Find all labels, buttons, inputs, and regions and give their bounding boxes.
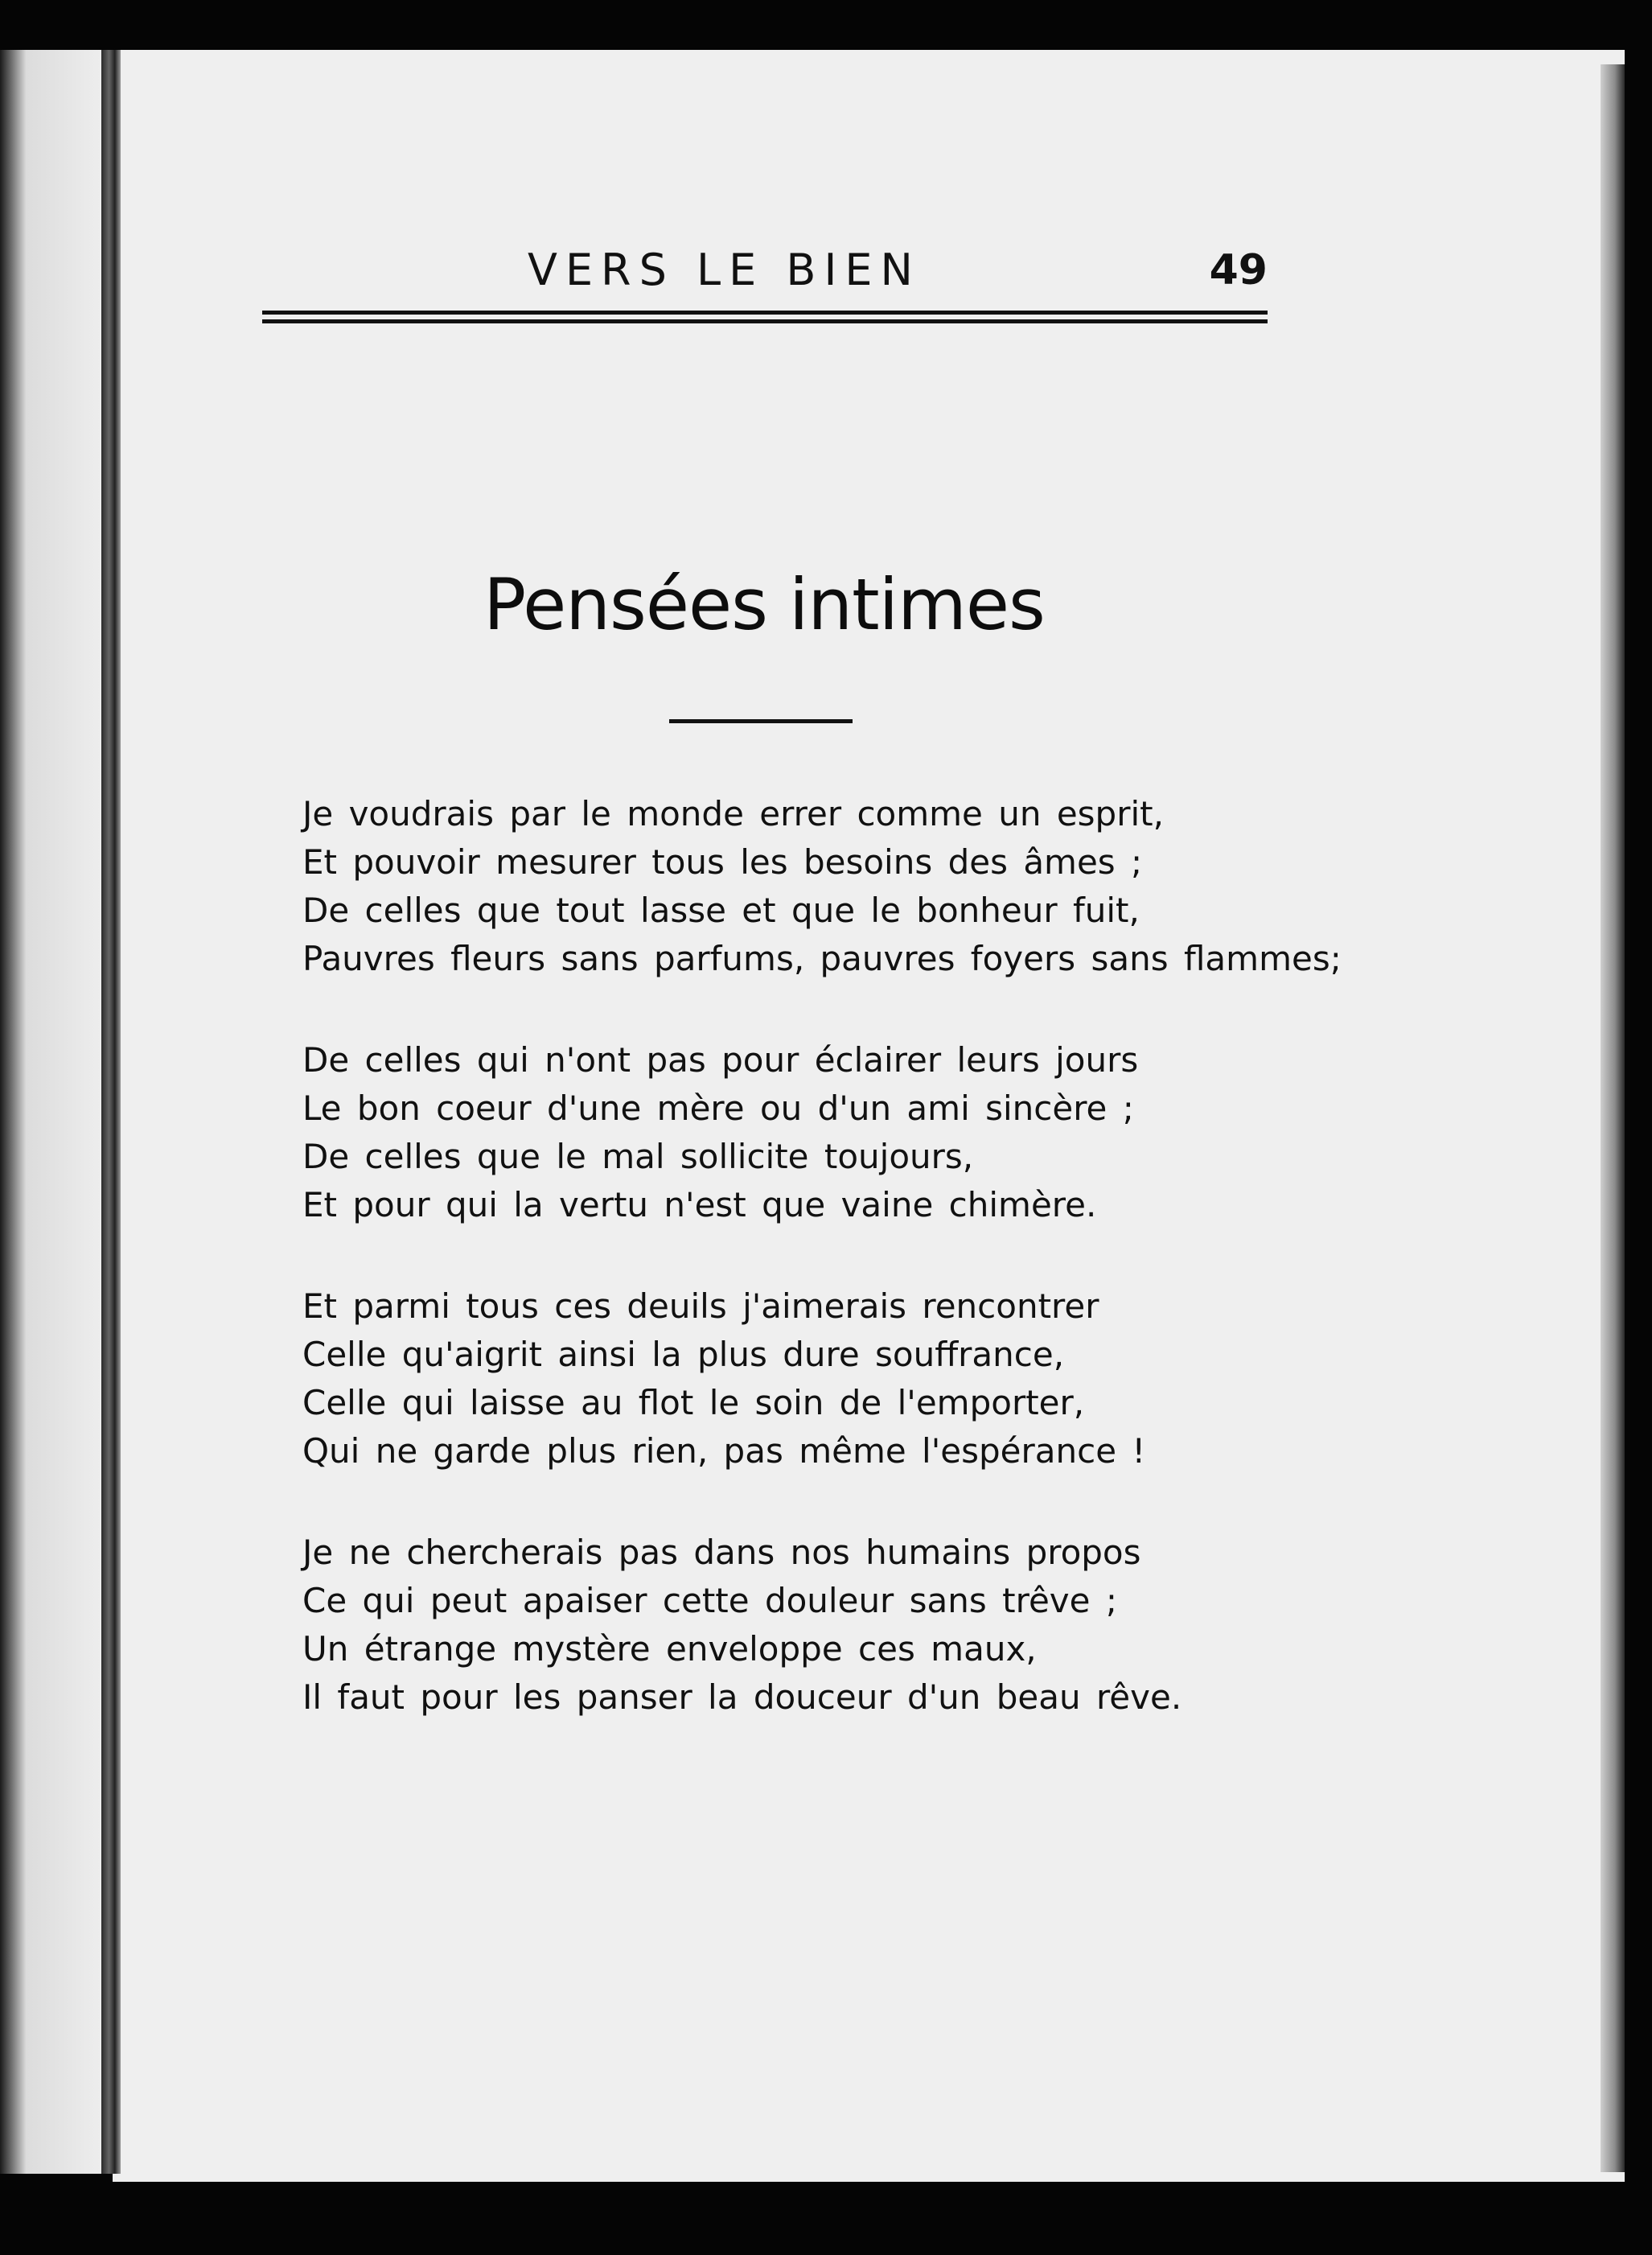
header-double-rule (262, 311, 1268, 325)
verse-line: Ce qui peut apaiser cette douleur sans trêve ; (302, 1581, 1117, 1620)
verse-line: Et pouvoir mesurer tous les besoins des âmes ; (302, 842, 1143, 882)
header-rule-bottom (262, 319, 1268, 323)
verse-line: Qui ne garde plus rien, pas même l'espérance ! (302, 1431, 1146, 1471)
poem-title: Pensées intimes (483, 563, 1045, 646)
running-header (262, 241, 1271, 306)
verse-line: Et pour qui la vertu n'est que vaine chimère. (302, 1185, 1097, 1224)
verse-line: De celles que tout lasse et que le bonheur fuit, (302, 891, 1140, 930)
stanza-4 (302, 1529, 1292, 1722)
verse-line: Celle qui laisse au flot le soin de l'emporter, (302, 1383, 1085, 1422)
verse-line: De celles que le mal sollicite toujours, (302, 1137, 974, 1176)
running-title: VERS LE BIEN (528, 245, 921, 295)
page-right-edge (1601, 64, 1625, 2172)
title-rule (669, 719, 853, 723)
book-spine (101, 50, 121, 2174)
poem-body (302, 790, 1342, 1775)
verse-line: De celles qui n'ont pas pour éclairer leurs jours (302, 1040, 1139, 1080)
verse-line: Celle qu'aigrit ainsi la plus dure souffrance, (302, 1335, 1065, 1374)
stanza-2 (302, 1036, 1292, 1229)
verse-line: Pauvres fleurs sans parfums, pauvres foyers sans flammes; (302, 939, 1342, 978)
stanza-1 (302, 790, 1342, 983)
header-rule-top (262, 311, 1268, 315)
verse-line: Il faut pour les panser la douceur d'un beau rêve. (302, 1677, 1182, 1717)
verse-line: Le bon coeur d'une mère ou d'un ami sincère ; (302, 1088, 1134, 1128)
verse-line: Je ne chercherais pas dans nos humains propos (302, 1533, 1141, 1572)
previous-page-edge (0, 50, 105, 2174)
verse-line: Un étrange mystère enveloppe ces maux, (302, 1629, 1037, 1669)
verse-line: Je voudrais par le monde errer comme un esprit, (302, 794, 1164, 833)
verse-line: Et parmi tous ces deuils j'aimerais rencontrer (302, 1286, 1099, 1326)
stanza-3 (302, 1282, 1292, 1475)
page-number: 49 (1209, 246, 1268, 294)
